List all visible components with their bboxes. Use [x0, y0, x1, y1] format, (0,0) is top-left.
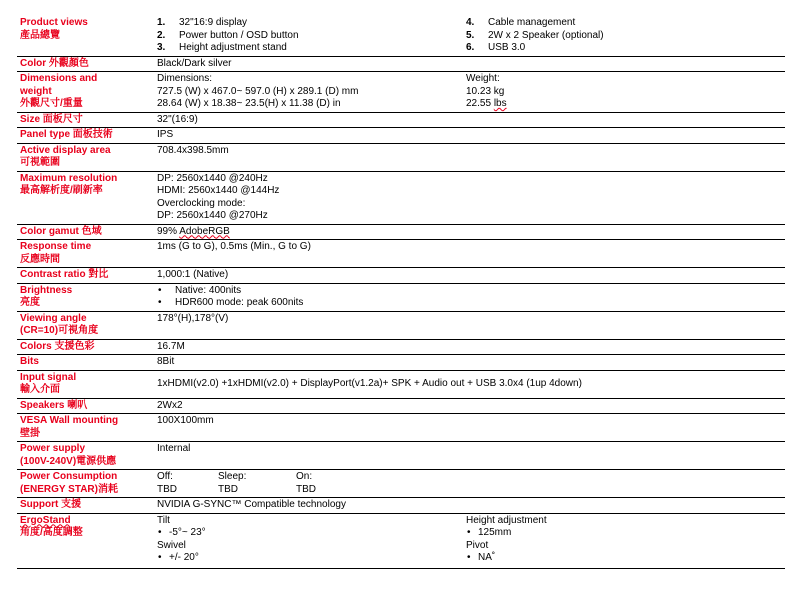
value-color: Black/Dark silver — [154, 56, 785, 72]
list-item: • HDR600 mode: peak 600nits — [158, 297, 304, 308]
row-viewing-angle — [17, 311, 785, 339]
list-item: 5. 2W x 2 Speaker (optional) — [466, 29, 604, 41]
bullet-icon: • — [467, 552, 471, 563]
row-bits — [17, 355, 785, 371]
value-response-time: 1ms (G to G), 0.5ms (Min., G to G) — [154, 240, 785, 268]
row-vesa — [17, 414, 785, 442]
label-viewing-angle: Viewing angle (CR=10)可視角度 — [17, 311, 154, 339]
value-vesa: 100X100mm — [154, 414, 785, 442]
value-colors: 16.7M — [154, 339, 785, 355]
list-item: • +/- 20° — [158, 552, 199, 563]
value-dimensions: Dimensions: 727.5 (W) x 467.0~ 597.0 (H) x 289.1 (D) mm 28.64 (W) x 18.38~ 23.5(H) x 11.38 (D) in Weight: 10.23 kg 22.55 lbs — [154, 72, 785, 113]
row-size — [17, 112, 785, 128]
label-active-area: Active display area 可視範圍 — [17, 143, 154, 171]
value-power-supply: Internal — [154, 442, 785, 470]
label-vesa: VESA Wall mounting 壁掛 — [17, 414, 154, 442]
row-contrast — [17, 268, 785, 284]
row-brightness — [17, 283, 785, 311]
value-power-consumption: Off: TBD Sleep: TBD On: TBD — [154, 470, 785, 498]
label-dimensions: Dimensions and weight 外觀尺寸/重量 — [17, 72, 154, 113]
label-brightness: Brightness 亮度 — [17, 283, 154, 311]
list-item: • 125mm — [467, 527, 512, 538]
list-item: • NA˚ — [467, 552, 496, 563]
label-size: Size 面板尺寸 — [17, 112, 154, 128]
list-item: 3. Height adjustment stand — [157, 42, 287, 53]
label-color: Color 外觀顏色 — [17, 56, 154, 72]
value-color-gamut: 99% AdobeRGB — [154, 224, 785, 240]
label-power-consumption: Power Consumption (ENERGY STAR)消耗 — [17, 470, 154, 498]
label-resolution: Maximum resolution 最高解析度/刷新率 — [17, 171, 154, 224]
row-input-signal — [17, 370, 785, 398]
bullet-icon: • — [158, 552, 162, 563]
value-bits: 8Bit — [154, 355, 785, 371]
label-response-time: Response time 反應時間 — [17, 240, 154, 268]
row-response-time — [17, 240, 785, 268]
label-bits: Bits — [17, 355, 154, 371]
row-power-consumption — [17, 470, 785, 498]
row-resolution — [17, 171, 785, 224]
value-support: NVIDIA G-SYNC™ Compatible technology — [154, 498, 785, 514]
row-product-views — [17, 16, 785, 56]
list-item: 6. USB 3.0 — [466, 42, 526, 53]
label-contrast: Contrast ratio 對比 — [17, 268, 154, 284]
bullet-icon: • — [158, 527, 162, 538]
list-item: 1. 32"16:9 display — [157, 17, 248, 28]
value-speakers: 2Wx2 — [154, 398, 785, 414]
row-support — [17, 498, 785, 514]
row-speakers — [17, 398, 785, 414]
label-input-signal: Input signal 輸入介面 — [17, 370, 154, 398]
bullet-icon: • — [158, 284, 162, 296]
label-ergostand: ErgoStand 角度/高度調整 — [17, 513, 154, 568]
row-color-gamut — [17, 224, 785, 240]
value-size: 32"(16:9) — [154, 112, 785, 128]
label-color-gamut: Color gamut 色域 — [17, 224, 154, 240]
value-ergostand: Tilt • -5°~ 23° Swivel • +/- 20° Height adjustment • 125mm Pivot • NA˚ — [154, 513, 785, 568]
value-resolution: DP: 2560x1440 @240Hz HDMI: 2560x1440 @144Hz Overclocking mode: DP: 2560x1440 @270Hz — [154, 171, 785, 224]
list-item: 4. Cable management — [466, 17, 576, 28]
row-colors — [17, 339, 785, 355]
row-power-supply — [17, 442, 785, 470]
label-product-views: Product views 產品總覽 — [17, 16, 154, 56]
bullet-icon: • — [158, 297, 162, 308]
value-contrast: 1,000:1 (Native) — [154, 268, 785, 284]
row-active-area — [17, 143, 785, 171]
value-input-signal: 1xHDMI(v2.0) +1xHDMI(v2.0) + DisplayPort(v1.2a)+ SPK + Audio out + USB 3.0x4 (1up 4down) — [154, 370, 785, 398]
value-viewing-angle: 178°(H),178°(V) — [154, 311, 785, 339]
label-panel-type: Panel type 面板技術 — [17, 128, 154, 144]
list-item: 2. Power button / OSD button — [157, 29, 299, 41]
list-item: • Native: 400nits — [158, 284, 242, 296]
value-product-views — [154, 16, 785, 56]
value-brightness — [154, 283, 785, 311]
row-color — [17, 56, 785, 72]
label-support: Support 支援 — [17, 498, 154, 514]
row-ergostand — [17, 513, 785, 568]
row-panel-type — [17, 128, 785, 144]
list-item: • -5°~ 23° — [158, 527, 206, 538]
label-colors: Colors 支援色彩 — [17, 339, 154, 355]
row-dimensions — [17, 72, 785, 113]
label-speakers: Speakers 喇叭 — [17, 398, 154, 414]
bullet-icon: • — [467, 527, 471, 538]
value-panel-type: IPS — [154, 128, 785, 144]
spec-table — [17, 16, 785, 569]
value-active-area: 708.4x398.5mm — [154, 143, 785, 171]
label-power-supply: Power supply (100V-240V)電源供應 — [17, 442, 154, 470]
